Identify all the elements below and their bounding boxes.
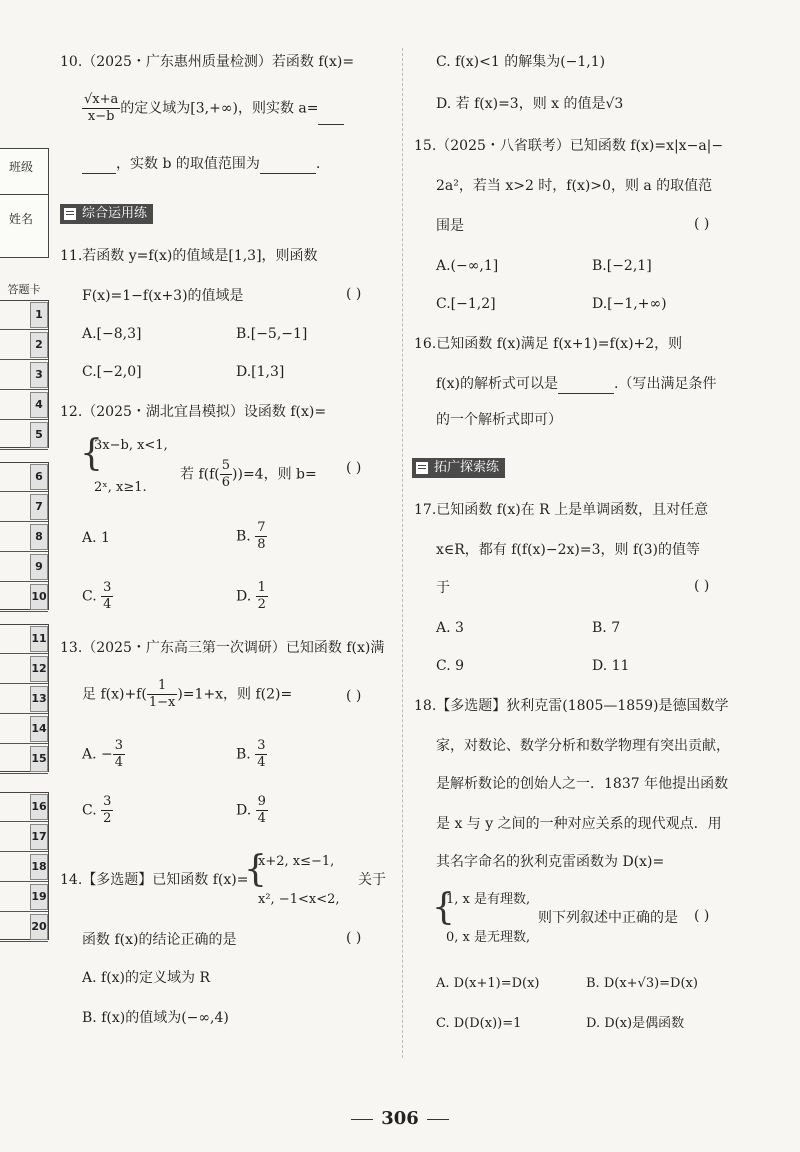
answer-cell-20[interactable] [0, 912, 48, 942]
q18-case1: 1, x 是有理数, [446, 892, 531, 907]
q14-option-d: D. 若 f(x)=3，则 x 的值是√3 [436, 96, 624, 112]
q12-b-pre: B. [236, 528, 251, 545]
answer-number: 18 [30, 854, 48, 880]
page-number-text: 306 [381, 1108, 419, 1129]
q13-line2-post: )=1+x，则 f(2)= [177, 686, 293, 703]
q12-brace: { [80, 433, 103, 474]
q15-line3: 围是 [436, 218, 464, 234]
answer-number: 11 [30, 626, 48, 652]
section-extension [412, 458, 505, 478]
q13-c-frac [101, 794, 113, 827]
q17-option-b: B. 7 [592, 620, 621, 636]
q12-option-d [236, 580, 268, 613]
q13-d-num: 9 [257, 794, 266, 809]
answer-cell-10[interactable] [0, 582, 48, 612]
section-extension-title: 拓广探索练 [434, 460, 500, 475]
q16-blank[interactable] [558, 379, 614, 394]
q12-case2: 2ˣ, x≥1. [94, 480, 147, 495]
q15-line2: 2a²，若当 x>2 时，f(x)>0，则 a 的取值范 [436, 178, 713, 194]
q12-option-b [236, 520, 267, 553]
answer-number: 2 [30, 332, 48, 358]
q12-option-c [82, 580, 113, 613]
answer-cell-13[interactable] [0, 684, 48, 714]
q12-c-num: 3 [103, 580, 112, 595]
q13-d-den: 4 [257, 811, 266, 826]
q12-b-frac [255, 520, 267, 553]
q12-cond-num: 5 [221, 458, 231, 473]
q11-line2: F(x)=1−f(x+3)的值域是 [82, 288, 244, 304]
q14-option-b: B. f(x)的值域为(−∞,4) [82, 1010, 229, 1026]
answer-cell-15[interactable] [0, 744, 48, 774]
answer-cell-16[interactable] [0, 792, 48, 822]
q15-option-c: C.[−1,2] [436, 296, 496, 312]
q13-b-pre: B. [236, 746, 251, 763]
q13-a-num: 3 [114, 738, 124, 753]
q10-line3-text: ，实数 b 的取值范围为 [116, 156, 260, 172]
q13-b-frac [255, 738, 267, 771]
q13-a-pre: A. − [82, 746, 113, 763]
answer-number: 1 [30, 302, 48, 328]
q13-c-num: 3 [103, 794, 112, 809]
q17-line3: 于 [436, 580, 450, 596]
answer-number: 12 [30, 656, 48, 682]
section-icon [64, 208, 76, 220]
q13-frac [147, 678, 178, 711]
q11-option-c: C.[−2,0] [82, 364, 142, 380]
q14-answer-paren[interactable]: ( ) [346, 930, 362, 946]
q18-brace: { [432, 887, 455, 928]
q17-option-c: C. 9 [436, 658, 465, 674]
q10-blank-b[interactable] [260, 159, 316, 174]
q17-answer-paren[interactable]: ( ) [694, 578, 710, 594]
q15-option-d: D.[−1,+∞) [592, 296, 667, 312]
q18-line5: 其名字命名的狄利克雷函数为 D(x)= [436, 854, 665, 870]
q13-option-b [236, 738, 267, 771]
q18-option-b: B. D(x+√3)=D(x) [586, 976, 698, 991]
q17-option-d: D. 11 [592, 658, 630, 674]
q12-d-frac [256, 580, 268, 613]
answer-number: 7 [30, 494, 48, 520]
q18-case2: 0, x 是无理数, [446, 930, 531, 945]
q12-c-pre: C. [82, 588, 97, 605]
answer-cell-8[interactable] [0, 522, 48, 552]
q13-line1: 13.（2025・广东高三第一次调研）已知函数 f(x)满 [60, 640, 385, 656]
q13-b-den: 4 [257, 755, 266, 770]
answer-number: 16 [30, 794, 48, 820]
q15-line1: 15.（2025・八省联考）已知函数 f(x)=x|x−a|− [414, 138, 724, 154]
q14-option-c: C. f(x)<1 的解集为(−1,1) [436, 54, 606, 70]
q13-c-pre: C. [82, 802, 97, 819]
q16-line3: 的一个解析式即可） [436, 412, 562, 428]
q13-option-d [236, 794, 268, 827]
section-comprehensive [60, 204, 153, 224]
q12-c-den: 4 [103, 597, 112, 612]
q15-answer-paren[interactable]: ( ) [694, 216, 710, 232]
answer-number: 10 [30, 584, 48, 610]
q10-line2-text: 的定义域为[3,+∞)，则实数 a= [120, 100, 319, 117]
answer-number: 5 [30, 422, 48, 448]
q14-case1: x+2, x≤−1, [258, 854, 335, 869]
answer-number: 20 [30, 914, 48, 940]
q16-line2-pre: f(x)的解析式可以是 [436, 376, 559, 392]
q12-option-a: A. 1 [82, 530, 110, 546]
answer-number: 3 [30, 362, 48, 388]
q10-line2 [82, 92, 344, 125]
q13-a-frac [113, 738, 125, 771]
q12-b-num: 7 [257, 520, 266, 535]
section-icon [416, 462, 428, 474]
q13-option-c [82, 794, 113, 827]
q18-condition: 则下列叙述中正确的是 [538, 910, 678, 926]
q13-d-pre: D. [236, 802, 252, 819]
answer-number: 6 [30, 464, 48, 490]
q18-line4: 是 x 与 y 之间的一种对应关系的现代观点．用 [436, 816, 722, 832]
answer-number: 9 [30, 554, 48, 580]
q18-answer-paren[interactable]: ( ) [694, 908, 710, 924]
q14-line1-pre: 14.【多选题】已知函数 f(x)= [60, 872, 249, 888]
q15-option-b: B.[−2,1] [592, 258, 652, 274]
section-comprehensive-title: 综合运用练 [82, 206, 148, 221]
q14-brace: { [244, 849, 267, 890]
q13-option-a [82, 738, 125, 771]
q16-line2 [436, 374, 716, 394]
q10-frac-num: √x+a [84, 92, 119, 107]
q10-frac-den: x−b [87, 109, 115, 124]
q10-fraction [82, 92, 120, 125]
q12-line1: 12.（2025・湖北宜昌模拟）设函数 f(x)= [60, 404, 327, 420]
q13-a-den: 4 [114, 755, 124, 770]
q17-line1: 17.已知函数 f(x)在 R 上是单调函数，且对任意 [414, 502, 709, 518]
q11-line1: 11.若函数 y=f(x)的值域是[1,3]，则函数 [60, 248, 318, 264]
q16-line1: 16.已知函数 f(x)满足 f(x+1)=f(x)+2，则 [414, 336, 683, 352]
q13-b-num: 3 [257, 738, 266, 753]
answer-cell-18[interactable] [0, 852, 48, 882]
q18-option-a: A. D(x+1)=D(x) [436, 976, 540, 991]
q12-case1: 3x−b, x<1, [94, 438, 168, 453]
q10-blank-a[interactable] [318, 110, 344, 125]
q18-line3: 是解析数论的创始人之一．1837 年他提出函数 [436, 776, 729, 792]
q12-cond-den: 6 [221, 475, 231, 490]
answer-number: 8 [30, 524, 48, 550]
answer-cell-4[interactable] [0, 390, 48, 420]
answer-cell-12[interactable] [0, 654, 48, 684]
q18-option-d: D. D(x)是偶函数 [586, 1016, 685, 1031]
q12-c-frac [101, 580, 113, 613]
q10-blank-pre[interactable] [82, 159, 116, 174]
q13-frac-den: 1−x [148, 695, 176, 710]
answer-cell-17[interactable] [0, 822, 48, 852]
answer-number: 14 [30, 716, 48, 742]
q12-d-pre: D. [236, 588, 252, 605]
answer-card-label: 答题卡 [7, 283, 41, 296]
q18-line2: 家，对数论、数学分析和数学物理有突出贡献， [436, 738, 730, 754]
q13-frac-num: 1 [147, 678, 178, 695]
answer-number: 13 [30, 686, 48, 712]
q12-d-num: 1 [257, 580, 266, 595]
q13-line2-pre: 足 f(x)+f( [82, 686, 147, 703]
q12-cond-post: ))=4，则 b= [232, 466, 317, 483]
q17-line2: x∈R，都有 f(f(x)−2x)=3，则 f(3)的值等 [436, 542, 700, 558]
q17-option-a: A. 3 [436, 620, 464, 636]
answer-cell-6[interactable] [0, 462, 48, 492]
answer-number: 15 [30, 746, 48, 772]
q12-d-den: 2 [257, 597, 266, 612]
q14-option-a: A. f(x)的定义域为 R [82, 970, 211, 986]
q11-option-a: A.[−8,3] [82, 326, 142, 342]
q10-line3: ，实数 b 的取值范围为 . [82, 154, 320, 174]
q15-option-a: A.(−∞,1] [436, 258, 499, 274]
q14-case2: x², −1<x<2, [258, 892, 340, 907]
answer-number: 19 [30, 884, 48, 910]
answer-cell-5[interactable] [0, 420, 48, 450]
q10-line1: 10.（2025・广东惠州质量检测）若函数 f(x)= [60, 54, 355, 70]
q16-line2-post: .（写出满足条件 [614, 376, 717, 392]
answer-cell-3[interactable] [0, 360, 48, 390]
answer-cell-11[interactable] [0, 624, 48, 654]
q12-condition [180, 458, 317, 491]
q14-line1-post: 关于 [358, 872, 386, 888]
answer-cell-1[interactable] [0, 300, 48, 330]
answer-number: 4 [30, 392, 48, 418]
q18-line1: 18.【多选题】狄利克雷(1805—1859)是德国数学 [414, 698, 729, 714]
answer-cell-14[interactable] [0, 714, 48, 744]
q18-option-c: C. D(D(x))=1 [436, 1016, 522, 1031]
name-label: 姓名 [8, 212, 33, 226]
q11-option-b: B.[−5,−1] [236, 326, 308, 342]
q11-option-d: D.[1,3] [236, 364, 285, 380]
q12-b-den: 8 [257, 537, 266, 552]
q14-line2: 函数 f(x)的结论正确的是 [82, 932, 237, 948]
q13-d-frac [256, 794, 268, 827]
page-number [0, 1108, 800, 1129]
answer-cell-2[interactable] [0, 330, 48, 360]
answer-number: 17 [30, 824, 48, 850]
q11-answer-paren[interactable]: ( ) [346, 286, 362, 302]
answer-cell-19[interactable] [0, 882, 48, 912]
answer-cell-9[interactable] [0, 552, 48, 582]
class-label: 班级 [8, 160, 33, 174]
q12-answer-paren[interactable]: ( ) [346, 460, 362, 476]
q12-cond-pre: 若 f(f( [180, 466, 220, 483]
q13-answer-paren[interactable]: ( ) [346, 688, 362, 704]
column-divider [402, 48, 403, 1058]
answer-cell-7[interactable] [0, 492, 48, 522]
q13-line2 [82, 678, 292, 711]
q12-cond-frac [220, 458, 232, 491]
q13-c-den: 2 [103, 811, 112, 826]
